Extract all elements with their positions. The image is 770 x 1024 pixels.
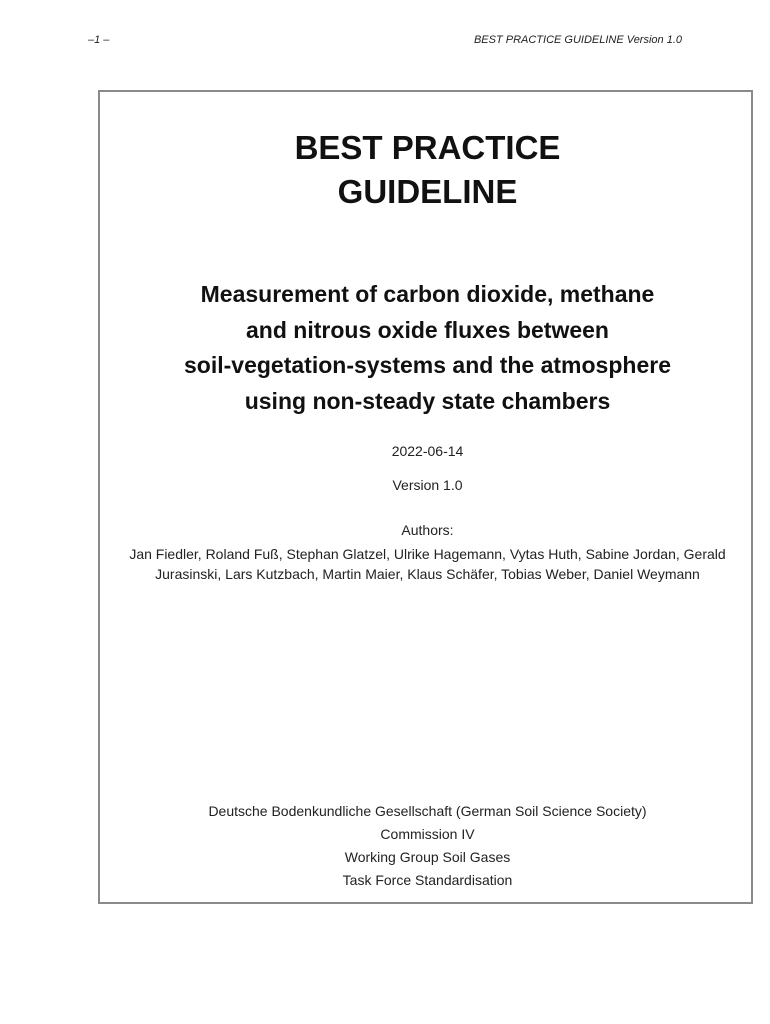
document-subtitle-line: Measurement of carbon dioxide, methane [200,281,655,307]
document-subtitle-line: using non-steady state chambers [244,387,611,414]
organization-block [0,800,770,892]
society-name: Deutsche Bodenkundliche Gesellschaft (German Soil Science Society) [208,803,647,819]
authors-label: Authors: [401,522,454,538]
document-subtitle [0,277,770,419]
document-subtitle-line: and nitrous oxide fluxes between [246,316,609,343]
document-date: 2022-06-14 [391,443,464,459]
commission-name: Commission IV [380,826,475,842]
document-title [0,126,770,214]
running-title: BEST PRACTICE GUIDELINE Version 1.0 [473,34,682,46]
authors-list: Jan Fiedler, Roland Fuß, Stephan Glatzel, Ulrike Hagemann, Vytas Huth, Sabine Jordan, Gerald Jurasinski, Lars Kutzbach, Martin Maier, Klaus Schäfer, Tobias Weber, Daniel Weymann [129,546,726,582]
document-version: Version 1.0 [392,477,463,493]
document-title-line: GUIDELINE [337,173,518,210]
working-group-name: Working Group Soil Gases [344,849,511,865]
document-subtitle-line: soil-vegetation-systems and the atmosphere [184,352,671,378]
document-title-line: BEST PRACTICE [294,129,561,166]
page-number: –1 – [88,34,110,46]
task-force-name: Task Force Standardisation [342,872,513,888]
